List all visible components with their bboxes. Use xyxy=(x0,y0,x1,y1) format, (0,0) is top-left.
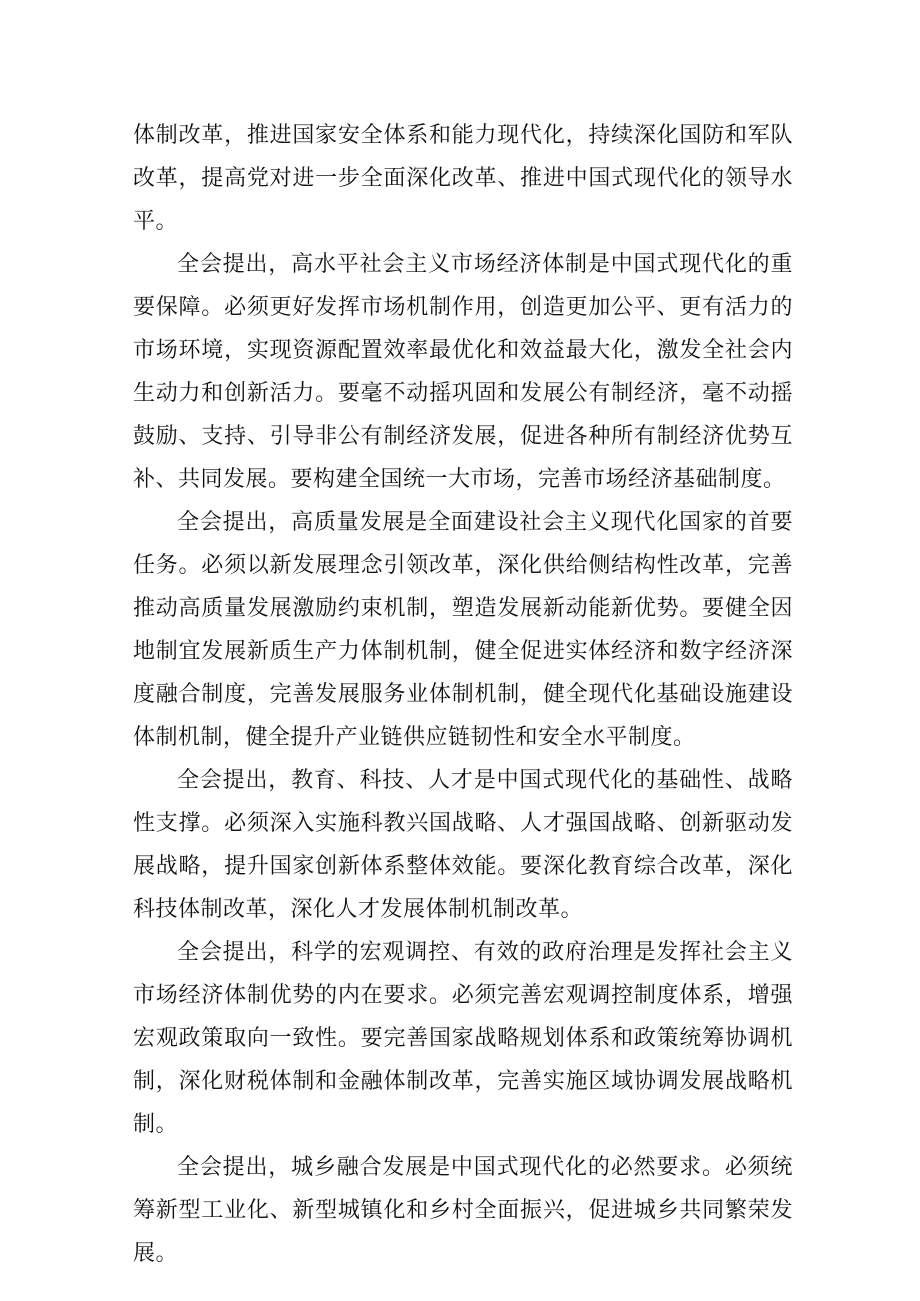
paragraph-1-continued: 体制改革，推进国家安全体系和能力现代化，持续深化国防和军队改革，提高党对进一步全面深化改革、推进中国式现代化的领导水平。 xyxy=(133,123,793,234)
paragraph-6: 全会提出，城乡融合发展是中国式现代化的必然要求。必须统筹新型工业化、新型城镇化和乡村全面振兴，促进城乡共同繁荣发展。 xyxy=(133,1155,793,1266)
document-body xyxy=(133,114,793,1275)
paragraph-3: 全会提出，高质量发展是全面建设社会主义现代化国家的首要任务。必须以新发展理念引领改革，深化供给侧结构性改革，完善推动高质量发展激励约束机制，塑造发展新动能新优势。要健全因地制宜发展新质生产力体制机制，健全促进实体经济和数字经济深度融合制度，完善发展服务业体制机制，健全现代化基础设施建设体制机制，健全提升产业链供应链韧性和安全水平制度。 xyxy=(133,510,793,750)
paragraph-4: 全会提出，教育、科技、人才是中国式现代化的基础性、战略性支撑。必须深入实施科教兴国战略、人才强国战略、创新驱动发展战略，提升国家创新体系整体效能。要深化教育综合改革，深化科技体制改革，深化人才发展体制机制改革。 xyxy=(133,768,793,922)
paragraph-5: 全会提出，科学的宏观调控、有效的政府治理是发挥社会主义市场经济体制优势的内在要求。必须完善宏观调控制度体系，增强宏观政策取向一致性。要完善国家战略规划体系和政策统筹协调机制，深化财税体制和金融体制改革，完善实施区域协调发展战略机制。 xyxy=(133,940,793,1137)
paragraph-2: 全会提出，高水平社会主义市场经济体制是中国式现代化的重要保障。必须更好发挥市场机制作用，创造更加公平、更有活力的市场环境，实现资源配置效率最优化和效益最大化，激发全社会内生动力和创新活力。要毫不动摇巩固和发展公有制经济，毫不动摇鼓励、支持、引导非公有制经济发展，促进各种所有制经济优势互补、共同发展。要构建全国统一大市场，完善市场经济基础制度。 xyxy=(133,252,793,492)
